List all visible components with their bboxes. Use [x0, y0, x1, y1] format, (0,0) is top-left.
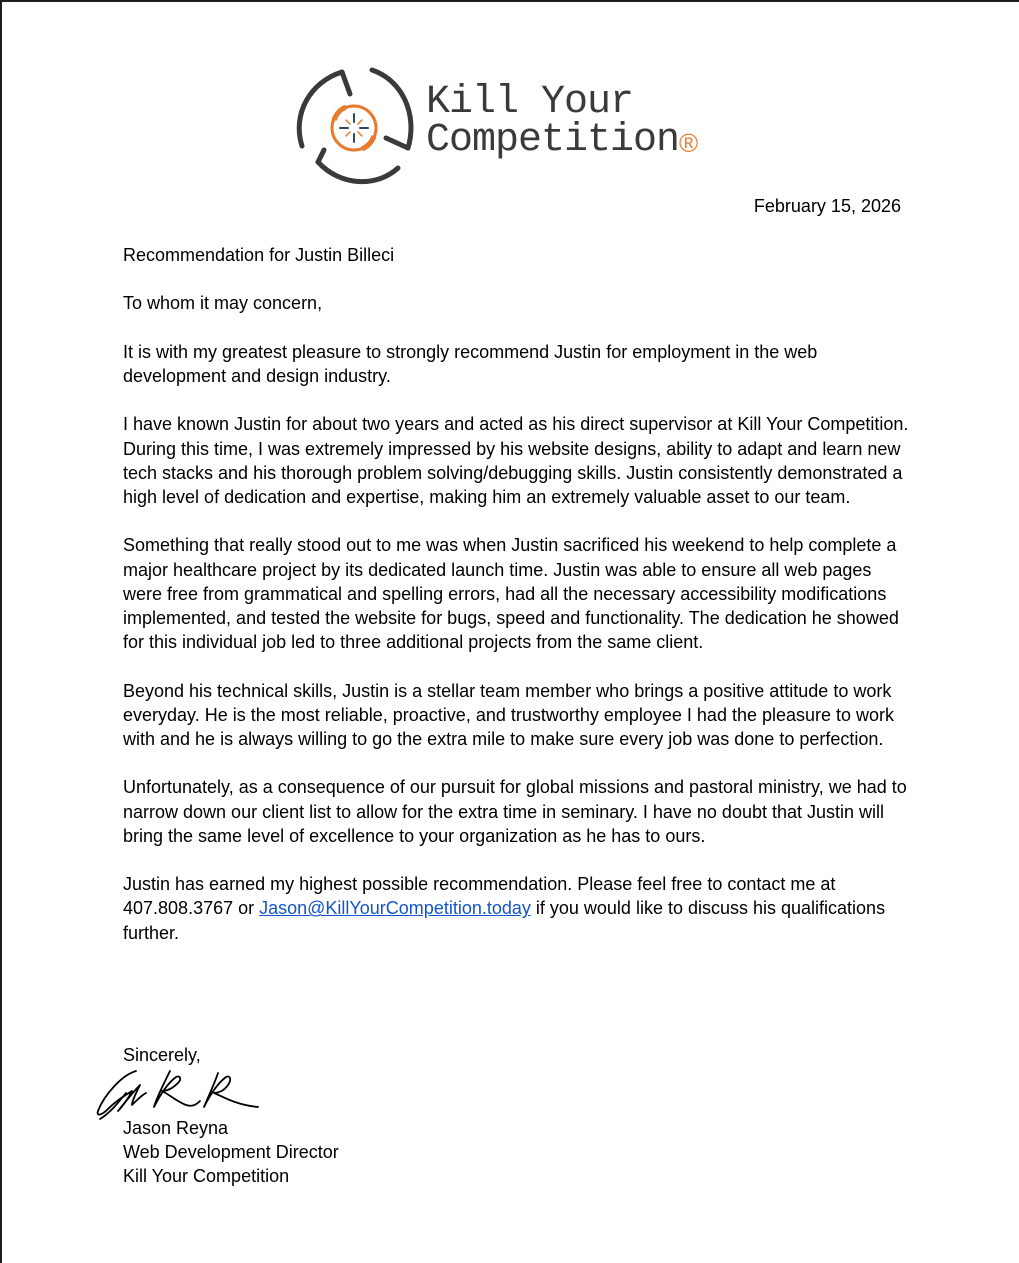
letter-date: February 15, 2026 — [753, 196, 901, 216]
signer-title: Web Development Director — [123, 1142, 339, 1162]
wordmark-line-2: Competition — [426, 118, 680, 163]
paragraph-6 — [123, 872, 913, 945]
signer-name: Jason Reyna — [123, 1118, 229, 1138]
paragraph-5: Unfortunately, as a consequence of our pursuit for global missions and pastoral ministry, we had to narrow down our client list to allow for the extra time in seminary. I have no doubt that Justin will bring the same level of excellence to your organization as he has to ours. — [123, 777, 907, 846]
salutation: To whom it may concern, — [123, 293, 323, 314]
signature-block — [123, 1116, 339, 1188]
company-logo — [290, 62, 730, 192]
letter-body — [123, 243, 913, 969]
closing: Sincerely, — [123, 1045, 201, 1065]
subject-line: Recommendation for Justin Billeci — [123, 245, 395, 265]
paragraph-3: Something that really stood out to me was when Justin sacrificed his weekend to help complete a major healthcare project by its dedicated launch time. Justin was able to ensure all web pages were free from grammatical and spelling errors, had all the necessary accessibility modifications implemented, and tested the website for bugs, speed and functionality. The dedication he showed for this individual job led to three additional projects from the same client. — [123, 535, 899, 653]
crosshair-circle-logo-icon — [290, 64, 418, 192]
email-link[interactable]: Jason@KillYourCompetition.today — [259, 898, 531, 919]
contact-text-after: if you would like to discuss his qualifications further. — [123, 898, 886, 943]
paragraph-1: It is with my greatest pleasure to strongly recommend Justin for employment in the web development and design industry. — [123, 341, 818, 386]
contact-text-before: Justin has earned my highest possible recommendation. Please feel free to contact me at 407.808.3767 or — [123, 874, 836, 919]
paragraph-4: Beyond his technical skills, Justin is a stellar team member who brings a positive attitude to work everyday. He is the most reliable, proactive, and trustworthy employee I had the pleasure to work with and he is always willing to go the extra mile to make sure every job was done to perfection. — [123, 680, 895, 749]
company-wordmark — [426, 80, 698, 163]
wordmark-line-1: Kill Your — [426, 80, 634, 125]
signer-company: Kill Your Competition — [123, 1166, 290, 1186]
paragraph-2: I have known Justin for about two years and acted as his direct supervisor at Kill Your Competition. During this time, I was extremely impressed by his website designs, ability to adapt and learn new tech stacks and his thorough problem solving/debugging skills. Justin consistently demonstrated a high level of dedication and expertise, making him an extremely valuable asset to our team. — [123, 414, 909, 507]
registered-mark: ® — [679, 128, 698, 158]
